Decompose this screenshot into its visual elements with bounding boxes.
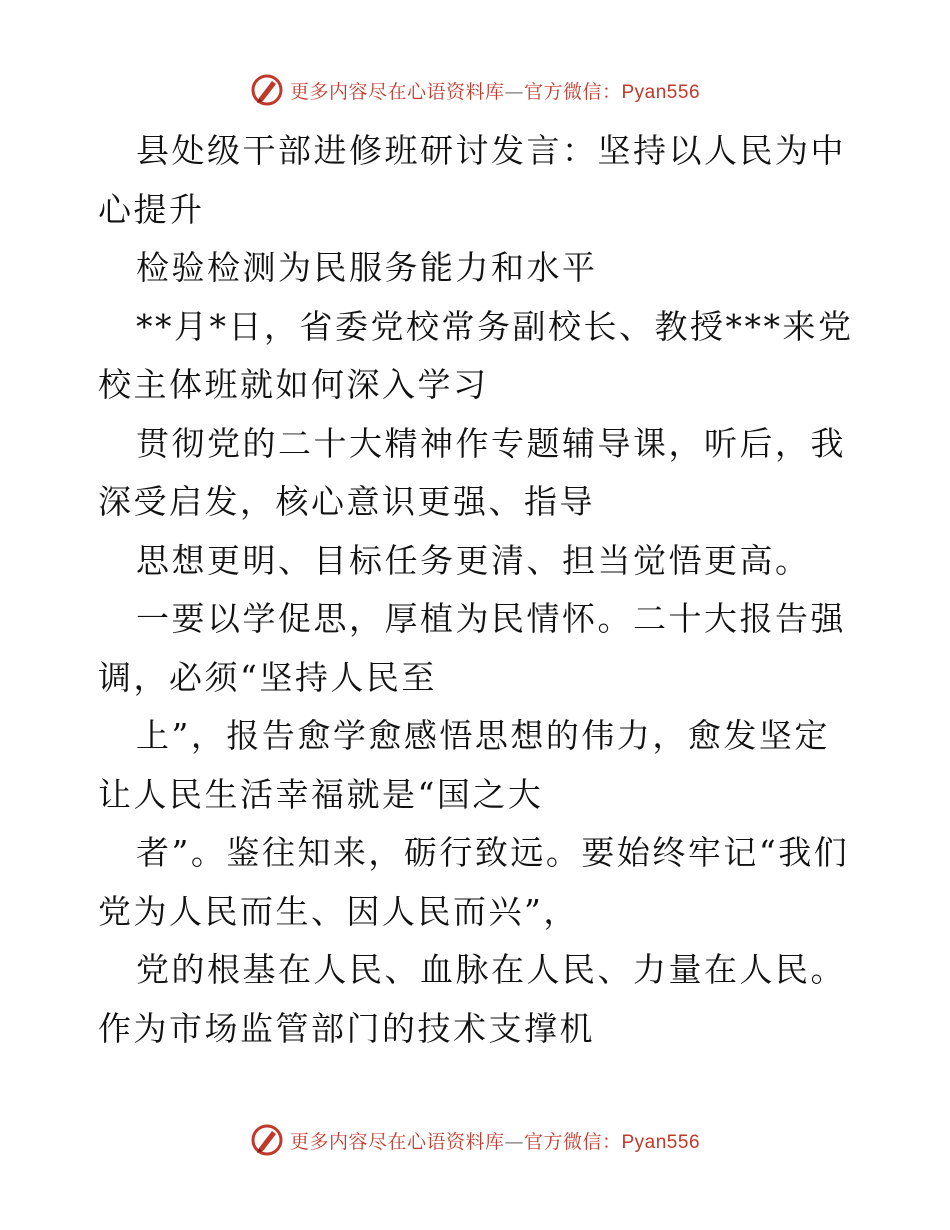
paragraph-1: 县处级干部进修班研讨发言：坚持以人民为中心提升 bbox=[98, 131, 846, 229]
footer-banner-inner bbox=[250, 1123, 700, 1157]
header-site-text bbox=[290, 77, 700, 104]
footer-wechat-id: Pyan556 bbox=[621, 1131, 701, 1153]
footer-banner bbox=[0, 1120, 950, 1160]
document-body bbox=[98, 122, 858, 1058]
paragraph-9: 党的根基在人民、血脉在人民、力量在人民。作为市场监管部门的技术支撑机 bbox=[98, 950, 846, 1048]
footer-separator: — bbox=[504, 1130, 524, 1153]
header-wechat-id: Pyan556 bbox=[621, 81, 701, 103]
header-separator: — bbox=[504, 80, 524, 103]
paragraph-7: 上”，报告愈学愈感悟思想的伟力，愈发坚定让人民生活幸福就是“国之大 bbox=[98, 716, 830, 814]
header-wechat-label: 官方微信： bbox=[523, 80, 622, 103]
footer-wechat-label: 官方微信： bbox=[523, 1130, 622, 1153]
footer-site-text bbox=[290, 1127, 700, 1154]
pen-logo-icon bbox=[250, 73, 284, 107]
paragraph-8: 者”。鉴往知来，砺行致远。要始终牢记“我们党为人民而生、因人民而兴”， bbox=[98, 833, 850, 931]
header-site-name: 更多内容尽在心语资料库 bbox=[289, 80, 505, 103]
pen-logo-icon bbox=[250, 1123, 284, 1157]
paragraph-6: 一要以学促思，厚植为民情怀。二十大报告强调，必须“坚持人民至 bbox=[98, 599, 846, 697]
paragraph-3: **月*日，省委党校常务副校长、教授***来党校主体班就如何深入学习 bbox=[98, 306, 854, 404]
footer-site-name: 更多内容尽在心语资料库 bbox=[289, 1130, 505, 1153]
paragraph-5: 思想更明、目标任务更清、担当觉悟更高。 bbox=[136, 540, 811, 580]
header-banner-inner bbox=[250, 73, 700, 107]
header-banner bbox=[0, 70, 950, 110]
paragraph-4: 贯彻党的二十大精神作专题辅导课，听后，我深受启发，核心意识更强、指导 bbox=[98, 423, 846, 521]
paragraph-2: 检验检测为民服务能力和水平 bbox=[136, 248, 598, 287]
